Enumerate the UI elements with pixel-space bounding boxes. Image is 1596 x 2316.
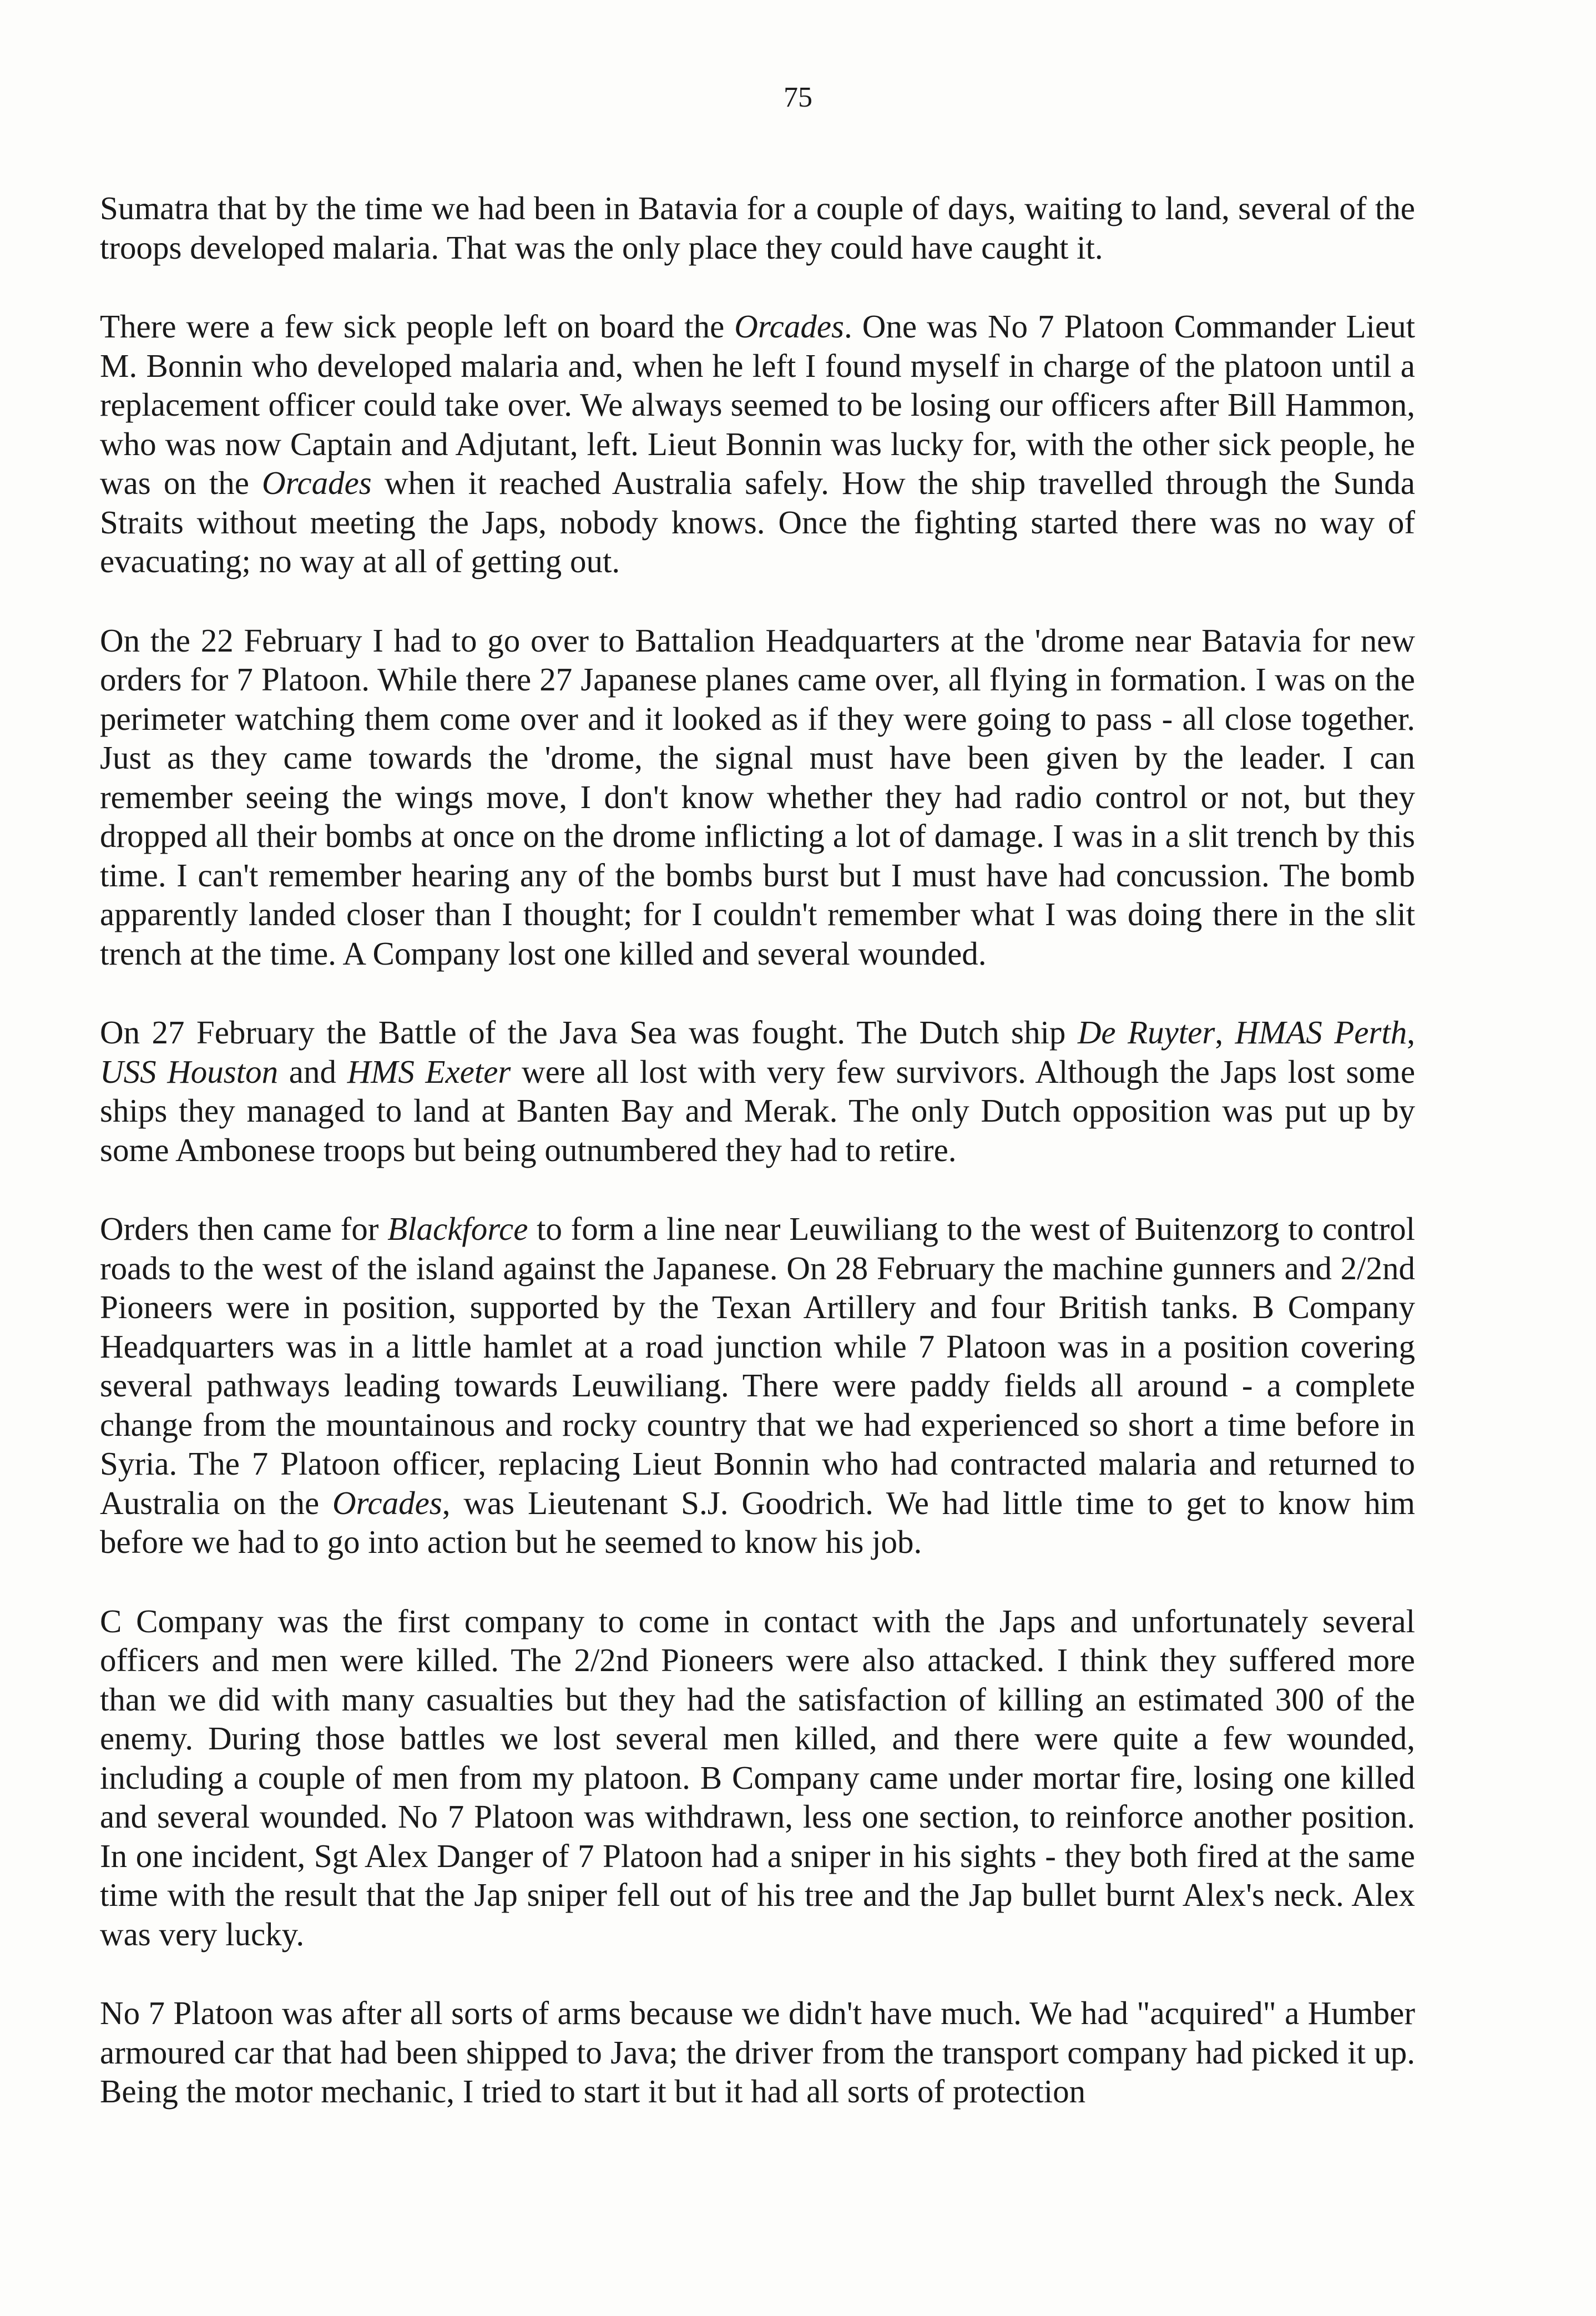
text-run: On the 22 February I had to go over to Battalion Headquarters at the 'drome near Batavia for new orders for 7 Platoon. While there 27 Japanese planes came over, all flying in formation. I was on the perimeter watching them come over and it looked as if they were going to pass - all close together. Just as they came towards the 'drome, the signal must have been given by the leader. I can remember seeing the wings move, I don't know whether they had radio control or not, but they dropped all their bombs at once on the drome inflicting a lot of damage. I was in a slit trench by this time. I can't remember hearing any of the bombs burst but I must have had concussion. The bomb apparently landed closer than I thought; for I couldn't remember what I was doing there in the slit trench at the time. A Company lost one killed and several wounded. (100, 622, 1415, 972)
italic-text: Orcades (262, 465, 372, 501)
italic-text: HMAS Perth (1235, 1014, 1407, 1051)
text-run: , (1407, 1014, 1416, 1051)
text-run: Sumatra that by the time we had been in Batavia for a couple of days, waiting to land, several of the troops developed malaria. That was the only place they could have caught it. (100, 190, 1415, 266)
paragraph (100, 1602, 1415, 1954)
paragraph (100, 621, 1415, 973)
italic-text: Orcades (332, 1484, 442, 1521)
text-run: and (278, 1053, 347, 1090)
paragraph (100, 1013, 1415, 1169)
text-run: to form a line near Leuwiliang to the west of Buitenzorg to control roads to the west of the island against the Japanese. On 28 February the machine gunners and 2/2nd Pioneers were in position, supported by the Texan Artillery and four British tanks. B Company Headquarters was in a little hamlet at a road junction while 7 Platoon was in a position covering several pathways leading towards Leuwiliang. There were paddy fields all around - a complete change from the mountainous and rocky country that we had experienced so short a time before in Syria. The 7 Platoon officer, replacing Lieut Bonnin who had contracted malaria and returned to Australia on the (100, 1210, 1415, 1521)
text-run: On 27 February the Battle of the Java Sea was fought. The Dutch ship (100, 1014, 1078, 1051)
italic-text: De Ruyter (1077, 1014, 1215, 1051)
text-run: , (1215, 1014, 1235, 1051)
italic-text: USS Houston (100, 1053, 279, 1090)
paragraph (100, 1209, 1415, 1562)
text-run: C Company was the first company to come in contact with the Japs and unfortunately several officers and men were killed. The 2/2nd Pioneers were also attacked. I think they suffered more than we did with many casualties but they had the satisfaction of killing an estimated 300 of the enemy. During those battles we lost several men killed, and there were quite a few wounded, including a couple of men from my platoon. B Company came under mortar fire, losing one killed and several wounded. No 7 Platoon was withdrawn, less one section, to reinforce another position. In one incident, Sgt Alex Danger of 7 Platoon had a sniper in his sights - they both fired at the same time with the result that the Jap sniper fell out of his tree and the Jap bullet burnt Alex's neck. Alex was very lucky. (100, 1602, 1415, 1952)
text-run: . One was No 7 Platoon Commander Lieut M. Bonnin who developed malaria and, when he left I found myself in charge of the platoon until a replacement officer could take over. We always seemed to be losing our officers after Bill Hammon, who was now Captain and Adjutant, left. Lieut Bonnin was lucky for, with the other sick people, he was on the (100, 308, 1415, 501)
text-run: Orders then came for (100, 1210, 388, 1247)
page-number: 75 (784, 82, 812, 113)
text-run: There were a few sick people left on board the (100, 308, 735, 345)
text-run: No 7 Platoon was after all sorts of arms because we didn't have much. We had "acquired" a Humber armoured car that had been shipped to Java; the driver from the transport company had picked it up. Being the motor mechanic, I tried to start it but it had all sorts of protection (100, 1995, 1415, 2110)
text-run: , was Lieutenant S.J. Goodrich. We had little time to get to know him before we had to go into action but he seemed to know his job. (100, 1484, 1415, 1560)
italic-text: Blackforce (387, 1210, 528, 1247)
italic-text: Orcades (734, 308, 845, 345)
body-text (100, 189, 1415, 2111)
paragraph (100, 189, 1415, 267)
italic-text: HMS Exeter (347, 1053, 511, 1090)
paragraph (100, 1994, 1415, 2111)
text-run: when it reached Australia safely. How the ship travelled through the Sunda Straits without meeting the Japs, nobody knows. Once the fighting started there was no way of evacuating; no way at all of getting out. (100, 465, 1415, 579)
text-run: were all lost with very few survivors. Although the Japs lost some ships they managed to land at Banten Bay and Merak. The only Dutch opposition was put up by some Ambonese troops but being outnumbered they had to retire. (100, 1053, 1416, 1168)
paragraph (100, 307, 1415, 581)
